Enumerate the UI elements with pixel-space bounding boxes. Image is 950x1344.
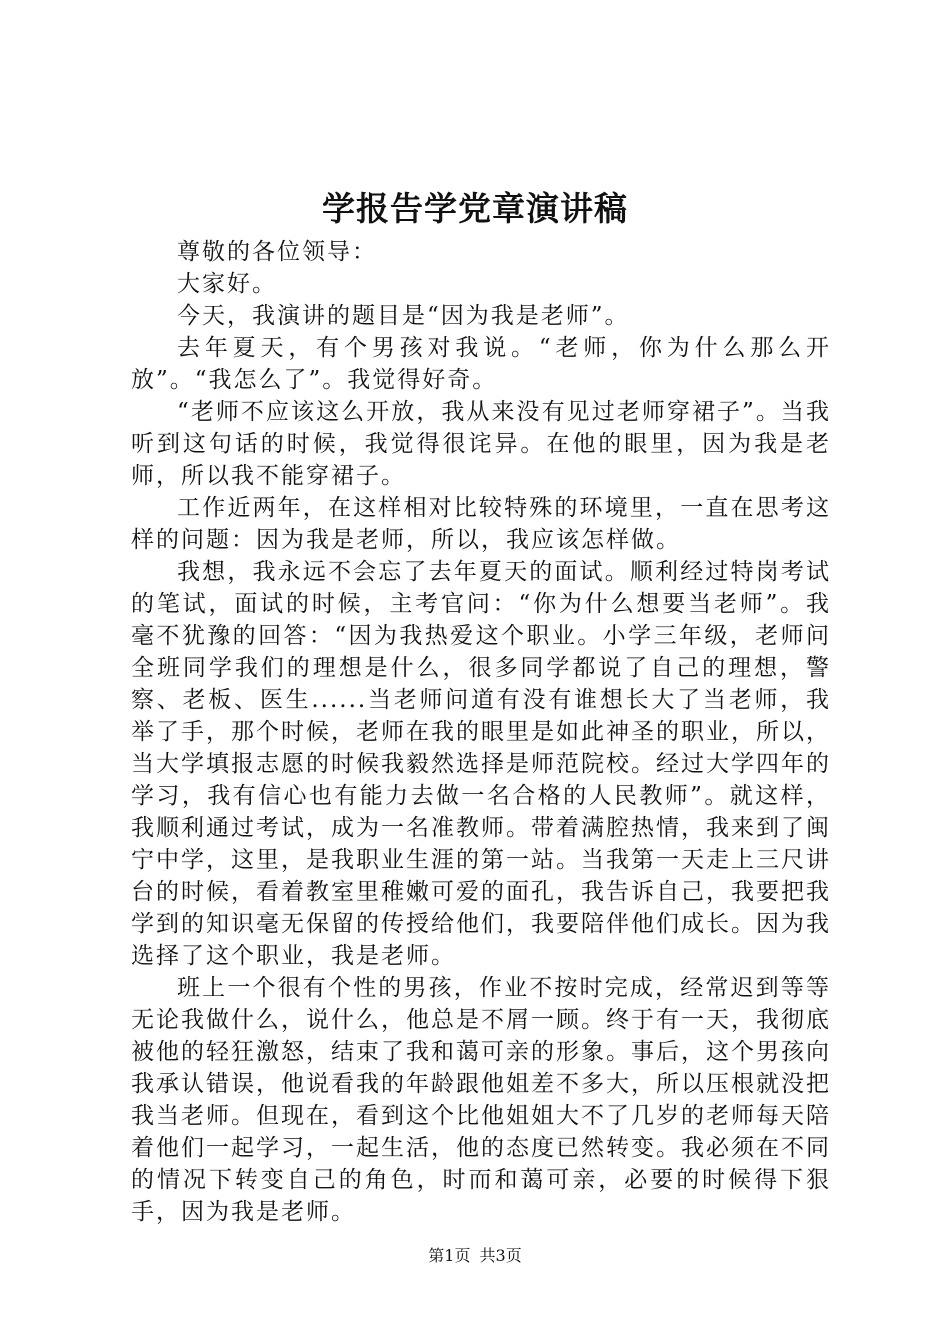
page-number: 第1页 — [428, 1246, 471, 1265]
page-footer — [0, 1244, 950, 1268]
paragraph: 工作近两年，在这样相对比较特殊的环境里，一直在思考这样的问题：因为我是老师，所以，我应该怎样做。 — [131, 495, 831, 553]
paragraph: 我想，我永远不会忘了去年夏天的面试。顺利经过特岗考试的笔试，面试的时候，主考官问：“你为什么想要当老师”。我毫不犹豫的回答：“因为我热爱这个职业。小学三年级，老师问全班同学我们的理想是什么，很多同学都说了自己的理想，警察、老板、医生......当老师问道有没有谁想长大了当老师，我举了手，那个时候，老师在我的眼里是如此神圣的职业，所以，当大学填报志愿的时候我毅然选择是师范院校。经过大学四年的学习，我有信心也有能力去做一名合格的人民教师”。就这样，我顺利通过考试，成为一名准教师。带着满腔热情，我来到了闽宁中学，这里，是我职业生涯的第一站。当我第一天走上三尺讲台的时候，看着教室里稚嫩可爱的面孔，我告诉自己，我要把我学到的知识毫无保留的传授给他们，我要陪伴他们成长。因为我选择了这个职业，我是老师。 — [131, 559, 831, 969]
paragraph: 班上一个很有个性的男孩，作业不按时完成，经常迟到等等无论我做什么，说什么，他总是不屑一顾。终于有一天，我彻底被他的轻狂激怒，结束了我和蔼可亲的形象。事后，这个男孩向我承认错误，他说看我的年龄跟他姐差不多大，所以压根就没把我当老师。但现在，看到这个比他姐姐大不了几岁的老师每天陪着他们一起学习，一起生活，他的态度已然转变。我必须在不同的情况下转变自己的角色，时而和蔼可亲，必要的时候得下狠手，因为我是老师。 — [131, 975, 831, 1225]
document-body — [131, 236, 831, 1228]
paragraph: “老师不应该这么开放，我从来没有见过老师穿裙子”。当我听到这句话的时候，我觉得很诧异。在他的眼里，因为我是老师，所以我不能穿裙子。 — [131, 399, 831, 489]
paragraph: 大家好。 — [177, 271, 277, 297]
page-total: 共3页 — [479, 1246, 522, 1265]
paragraph: 今天，我演讲的题目是“因为我是老师”。 — [177, 303, 630, 329]
paragraph: 去年夏天，有个男孩对我说。“老师，你为什么那么开放”。“我怎么了”。我觉得好奇。 — [131, 335, 831, 393]
document-title: 学报告学党章演讲稿 — [322, 189, 628, 228]
paragraph: 尊敬的各位领导： — [177, 239, 377, 265]
